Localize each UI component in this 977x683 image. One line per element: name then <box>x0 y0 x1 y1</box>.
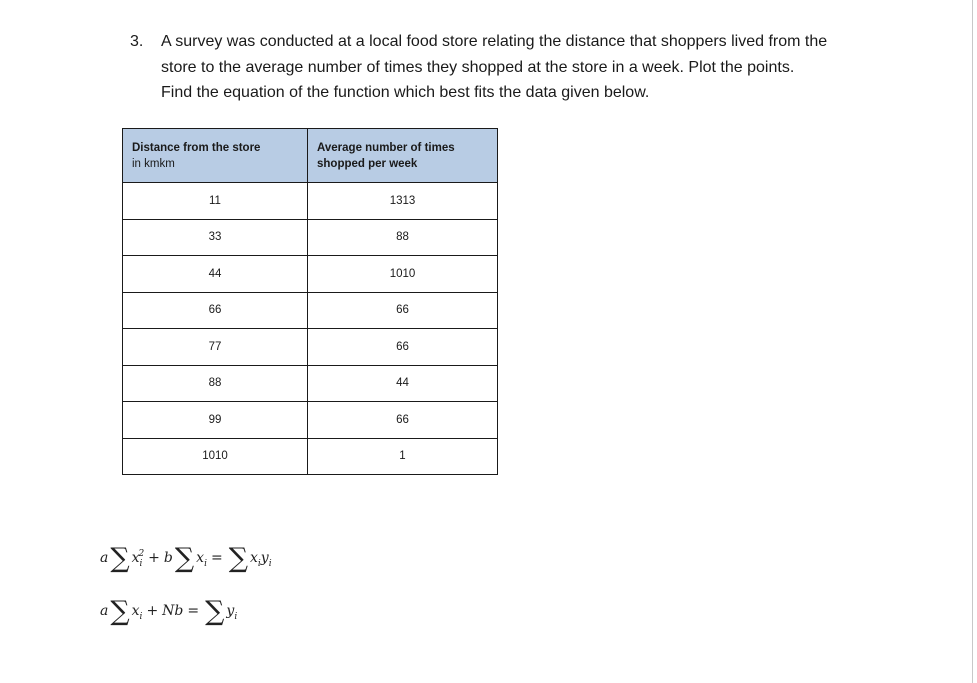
header-times-line1: Average number of times <box>317 141 455 154</box>
page-right-border <box>972 0 973 683</box>
cell-distance: 66 <box>123 292 308 329</box>
question-number: 3. <box>130 33 144 50</box>
formula-normal-equation-2: a∑ $x_i + Nb$ = ∑ $y_i$ <box>100 596 238 627</box>
cell-distance: 44 <box>123 256 308 293</box>
table-row <box>123 438 498 475</box>
table-row <box>123 329 498 366</box>
cell-distance: 99 <box>123 402 308 439</box>
formula-normal-equation-1: a∑ $x_i^2 + b\sum$ $x_i$ = ∑ $x_iy_i$ <box>100 543 272 574</box>
cell-times: 66 <box>308 402 498 439</box>
cell-distance: 1010 <box>123 438 308 475</box>
header-times <box>308 129 498 183</box>
header-distance-unit: in kmkm <box>132 157 175 170</box>
cell-times: 1 <box>308 438 498 475</box>
cell-times: 88 <box>308 219 498 256</box>
data-table <box>122 128 498 475</box>
question-block <box>130 29 890 106</box>
cell-times: 44 <box>308 365 498 402</box>
cell-times: 66 <box>308 329 498 366</box>
table-header-row <box>123 129 498 183</box>
cell-times: 66 <box>308 292 498 329</box>
question-line: store to the average number of times they shopped at the store in a week. Plot the points. <box>161 58 795 76</box>
table-row <box>123 219 498 256</box>
question-line: A survey was conducted at a local food store relating the distance that shoppers lived from the <box>161 33 828 50</box>
question-line: Find the equation of the function which best fits the data given below. <box>161 84 650 101</box>
table-row <box>123 183 498 220</box>
cell-times: 1010 <box>308 256 498 293</box>
table-row <box>123 402 498 439</box>
cell-distance: 11 <box>123 183 308 220</box>
header-times-line2: shopped per week <box>317 157 418 170</box>
question-text <box>161 29 890 106</box>
cell-distance: 33 <box>123 219 308 256</box>
table-row <box>123 365 498 402</box>
cell-distance: 77 <box>123 329 308 366</box>
table-row <box>123 256 498 293</box>
cell-distance: 88 <box>123 365 308 402</box>
header-distance <box>123 129 308 183</box>
cell-times: 1313 <box>308 183 498 220</box>
table-row <box>123 292 498 329</box>
header-distance-title: Distance from the store <box>132 141 261 154</box>
